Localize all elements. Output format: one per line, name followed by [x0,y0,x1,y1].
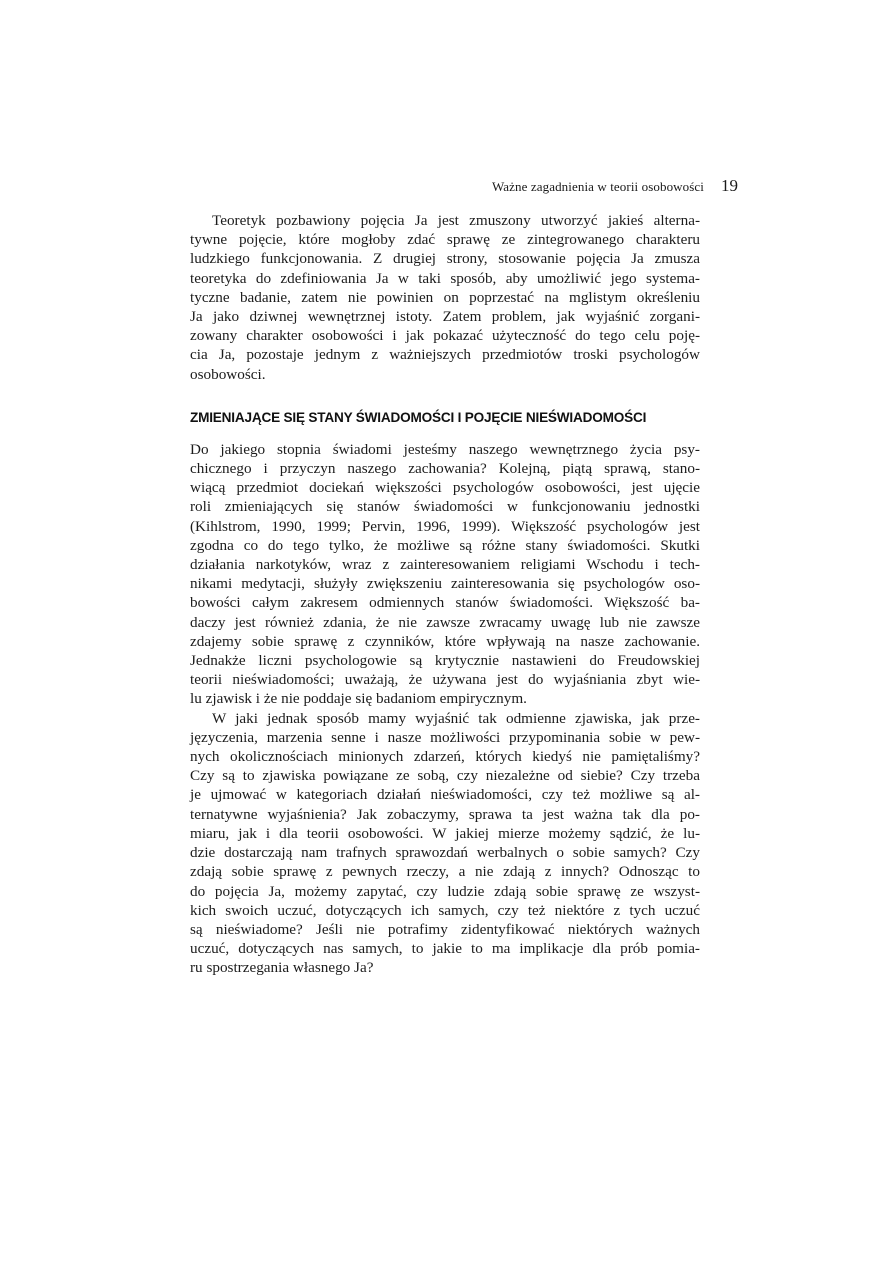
text-line: cia Ja, pozostaje jednym z ważniejszych przedmiotów troski psychologów [190,346,700,364]
text-line: Jednakże liczni psychologowie są krytycznie nastawieni do Freudowskiej [190,652,700,670]
body-text [190,211,700,978]
text-line: zowany charakter osobowości i jak pokazać użyteczność do tego celu poję- [190,327,700,345]
text-line: języczenia, marzenia senne i nasze możliwości przypominania sobie w pew- [190,728,700,746]
text-line: Czy są to zjawiska powiązane ze sobą, czy niezależne od siebie? Czy trzeba [190,767,700,785]
text-line: zdajemy sobie sprawę z czynników, które wpływają na nasze zachowanie. [190,632,700,650]
text-line: Teoretyk pozbawiony pojęcia Ja jest zmuszony utworzyć jakieś alterna- [212,212,700,229]
text-line: lu zjawisk i że nie poddaje się badaniom empirycznym. [190,690,527,708]
text-line: teoretyka do zdefiniowania Ja w taki sposób, aby umożliwić jego systema- [190,269,700,287]
text-line: teorii nieświadomości; uważają, że używana jest do wyjaśniania zbyt wie- [190,671,700,689]
text-line: ludzkiego funkcjonowania. Z drugiej strony, stosowanie pojęcia Ja zmusza [190,250,700,268]
text-line: ru spostrzegania własnego Ja? [190,959,374,977]
text-line: ternatywne wyjaśnienia? Jak zobaczymy, sprawa ta jest ważna tak dla po- [190,805,700,823]
paragraph-consciousness [190,440,700,709]
section-heading: ZMIENIAJĄCE SIĘ STANY ŚWIADOMOŚCI I POJĘCIE NIEŚWIADOMOŚCI [190,409,647,425]
text-line: zgodna co do tego tylko, że możliwe są różne stany świadomości. Skutki [190,536,700,554]
page-number: 19 [721,176,738,195]
text-line: dzie dostarczają nam trafnych sprawozdań werbalnych o sobie samych? Czy [190,844,700,862]
text-line: wiącą przedmiot dociekań większości psychologów osobowości, jest ujęcie [190,479,700,497]
text-line: tyczne badanie, zatem nie powinien on poprzestać na mglistym określeniu [190,288,700,306]
text-line: zdają sobie sprawę z pewnych rzeczy, a nie zdają z innych? Odnosząc to [190,863,700,881]
text-line: działania narkotyków, wraz z zainteresowaniem religiami Wschodu i tech- [190,556,700,574]
text-line: miaru, jak i dla teorii osobowości. W jakiej mierze możemy sądzić, że lu- [190,824,700,842]
text-line: nikami medytacji, służyły zwiększeniu zainteresowania się psychologów oso- [190,575,700,593]
text-line: kich swoich uczuć, dotyczących ich samych, czy też niektóre z tych uczuć [190,901,700,919]
running-header [190,176,738,196]
text-line: W jaki jednak sposób mamy wyjaśnić tak odmienne zjawiska, jak prze- [212,709,700,727]
text-line: nych okolicznościach minionych zdarzeń, których kiedyś nie pamiętaliśmy? [190,748,700,766]
running-title: Ważne zagadnienia w teorii osobowości [491,179,704,194]
text-line: chicznego i przyczyn naszego zachowania? Kolejną, piątą sprawą, stano- [190,460,700,478]
text-line: uczuć, dotyczących nas samych, to jakie to ma implikacje dla prób pomia- [190,940,700,958]
text-line: je ujmować w kategoriach działań nieświadomości, czy też możliwe są al- [190,786,700,804]
text-line: (Kihlstrom, 1990, 1999; Pervin, 1996, 1999). Większość psychologów jest [190,517,700,535]
paragraph-unconscious [190,709,700,978]
text-line: Do jakiego stopnia świadomi jesteśmy naszego wewnętrznego życia psy- [190,440,700,458]
text-line: bowości całym zakresem odmiennych stanów świadomości. Większość ba- [190,594,700,612]
text-line: daczy jest również zdania, że nie zawsze zwracamy uwagę lub nie zawsze [190,613,700,631]
text-line: osobowości. [190,365,266,383]
text-line: do pojęcia Ja, możemy zapytać, czy ludzie zdają sobie sprawę ze wszyst- [190,882,700,900]
text-line: Ja jako dziwnej wewnętrznej istoty. Zatem problem, jak wyjaśnić zorgani- [190,308,700,326]
text-line: tywne pojęcie, które mogłoby zdać sprawę ze zintegrowanego charakteru [190,231,700,249]
text-line: są nieświadome? Jeśli nie potrafimy zidentyfikować niektórych ważnych [190,920,700,938]
text-line: roli zmieniających się stanów świadomości w funkcjonowaniu jednostki [190,498,700,516]
paragraph-self-concept [190,211,700,384]
